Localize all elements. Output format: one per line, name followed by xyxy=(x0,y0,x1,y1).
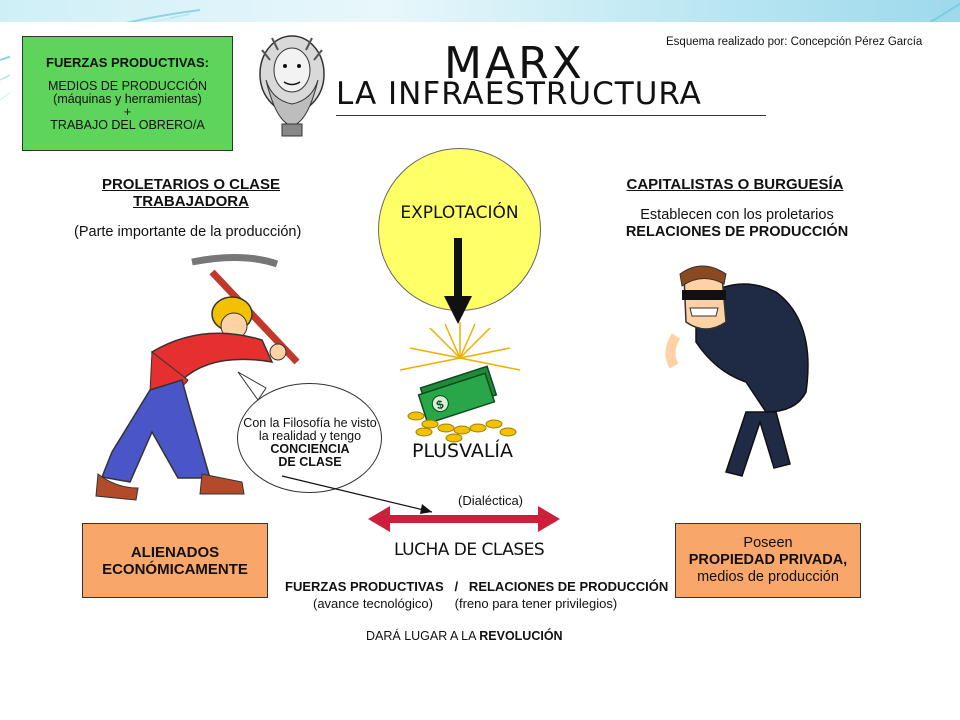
revolution-word: REVOLUCIÓN xyxy=(479,629,563,643)
productive-forces-title: FUERZAS PRODUCTIVAS: xyxy=(46,55,209,70)
private-property-line: PROPIEDAD PRIVADA, xyxy=(688,552,848,568)
speech-line: la realidad y tengo xyxy=(258,429,362,443)
proletariat-heading-line: TRABAJADORA xyxy=(133,193,249,210)
private-property-box xyxy=(675,523,861,598)
class-struggle-arrows xyxy=(262,468,562,538)
money-stack-illustration xyxy=(390,318,530,446)
proletariat-heading xyxy=(86,176,296,210)
dialectic-label: (Dialéctica) xyxy=(458,493,524,508)
proletariat-subtitle: (Parte importante de la producción) xyxy=(74,224,302,240)
bourgeoisie-heading: CAPITALISTAS O BURGUESÍA xyxy=(626,176,844,193)
alienated-box xyxy=(82,523,268,598)
productive-forces-box xyxy=(22,36,233,151)
forces-vs-relations: FUERZAS PRODUCTIVAS / RELACIONES DE PRODUCCIÓN xyxy=(285,579,669,594)
exploitation-label: EXPLOTACIÓN xyxy=(400,203,519,223)
productive-forces-line: MEDIOS DE PRODUCCIÓN xyxy=(47,79,208,93)
forces-vs-relations-sub: (avance tecnológico) (freno para tener privilegios) xyxy=(313,596,618,611)
productive-forces-line: (máquinas y herramientas) xyxy=(53,92,202,106)
private-property-line: medios de producción xyxy=(697,569,839,585)
title-subtitle: LA INFRAESTRUCTURA xyxy=(336,76,702,112)
productive-forces-line: TRABAJO DEL OBRERO/A xyxy=(50,118,205,132)
title-underline xyxy=(336,115,766,116)
bourgeoisie-description xyxy=(612,207,862,241)
marx-portrait-illustration xyxy=(252,30,332,138)
alienated-line: ALIENADOS xyxy=(130,543,220,561)
speech-line: CONCIENCIA xyxy=(270,442,350,456)
arrow-down-icon xyxy=(440,238,476,328)
svg-text:$: $ xyxy=(434,397,446,413)
speech-line: Con la Filosofía he visto xyxy=(243,416,377,430)
speech-line: DE CLASE xyxy=(278,455,342,469)
title-main: MARX xyxy=(444,38,585,89)
revolution-line xyxy=(366,629,563,643)
private-property-line: Poseen xyxy=(743,535,793,551)
speech-bubble-text xyxy=(240,417,380,469)
proletariat-heading-line: PROLETARIOS O CLASE xyxy=(101,176,281,193)
author-credit: Esquema realizado por: Concepción Pérez García xyxy=(666,36,923,48)
bourgeoisie-line: Establecen con los proletarios xyxy=(640,207,834,223)
alienated-line: ECONÓMICAMENTE xyxy=(102,560,248,578)
productive-forces-line: + xyxy=(123,105,132,119)
surplus-value-label: PLUSVALÍA xyxy=(412,440,514,462)
capitalist-thief-illustration xyxy=(656,262,826,482)
bourgeoisie-line: RELACIONES DE PRODUCCIÓN xyxy=(625,224,849,240)
class-struggle-label: LUCHA DE CLASES xyxy=(394,540,545,560)
revolution-prefix: DARÁ LUGAR A LA xyxy=(366,629,480,643)
